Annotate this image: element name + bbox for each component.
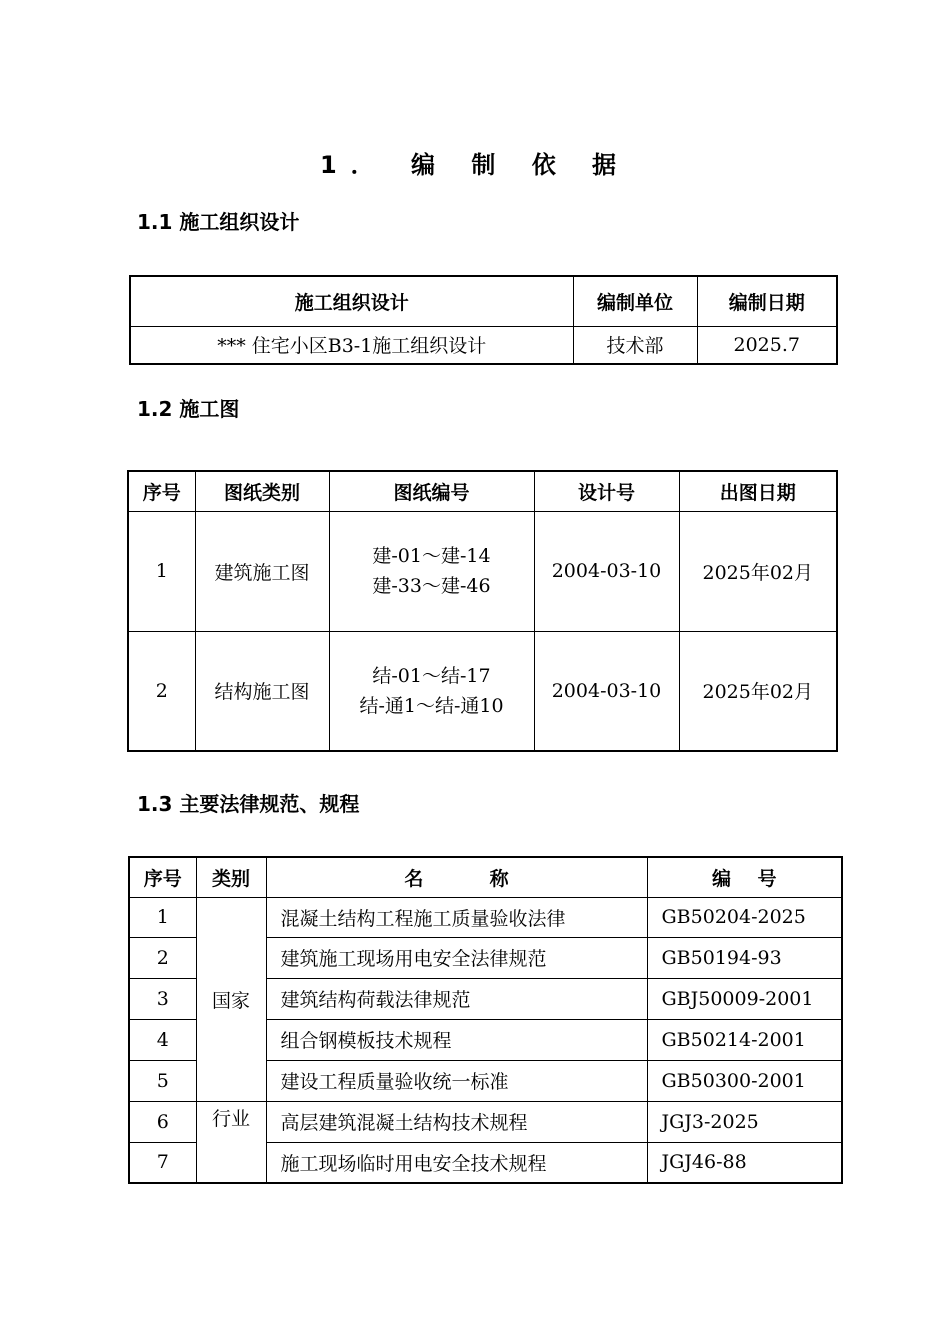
row-issue-date: 2025年02月 bbox=[679, 511, 837, 631]
row-design-no: 2004-03-10 bbox=[534, 631, 679, 751]
header-design: 施工组织设计 bbox=[130, 276, 573, 326]
page-title: 1． 编 制 依 据 bbox=[319, 151, 631, 179]
row-no: 1 bbox=[129, 897, 196, 937]
row-name: 组合钢模板技术规程 bbox=[266, 1019, 647, 1060]
header-category: 类别 bbox=[196, 857, 266, 897]
row-code: JGJ46-88 bbox=[647, 1142, 842, 1183]
header-date: 编制日期 bbox=[697, 276, 837, 326]
row-category: 建筑施工图 bbox=[195, 511, 329, 631]
row-no: 2 bbox=[129, 937, 196, 978]
header-category: 图纸类别 bbox=[195, 471, 329, 511]
row-name: 混凝土结构工程施工质量验收法律 bbox=[266, 897, 647, 937]
table-row bbox=[129, 1101, 842, 1142]
standards-table bbox=[128, 856, 843, 1184]
row-no: 6 bbox=[129, 1101, 196, 1142]
row-code: JGJ3-2025 bbox=[647, 1101, 842, 1142]
row-no: 7 bbox=[129, 1142, 196, 1183]
section-heading-1-1: 1.1 施工组织设计 bbox=[137, 210, 300, 234]
header-issue-date: 出图日期 bbox=[679, 471, 837, 511]
header-code: 编 号 bbox=[647, 857, 842, 897]
construction-design-table bbox=[129, 275, 838, 365]
row-code: GB50214-2001 bbox=[647, 1019, 842, 1060]
design-unit: 技术部 bbox=[573, 326, 697, 364]
table-row bbox=[128, 511, 837, 631]
drawing-range-2: 结-通1～结-通10 bbox=[359, 694, 504, 717]
row-drawing-no bbox=[329, 631, 534, 751]
category-national: 国家 bbox=[196, 897, 266, 1101]
design-name: *** 住宅小区B3-1施工组织设计 bbox=[130, 326, 573, 364]
section-heading-1-2: 1.2 施工图 bbox=[137, 397, 240, 421]
category-industry: 行业 bbox=[196, 1101, 266, 1183]
row-drawing-no bbox=[329, 511, 534, 631]
row-code: GB50204-2025 bbox=[647, 897, 842, 937]
section-heading-1-3: 1.3 主要法律规范、规程 bbox=[137, 792, 360, 816]
row-name: 施工现场临时用电安全技术规程 bbox=[266, 1142, 647, 1183]
table-row bbox=[129, 897, 842, 937]
header-design-no: 设计号 bbox=[534, 471, 679, 511]
row-name: 建筑施工现场用电安全法律规范 bbox=[266, 937, 647, 978]
row-name: 高层建筑混凝土结构技术规程 bbox=[266, 1101, 647, 1142]
table-row bbox=[128, 631, 837, 751]
row-issue-date: 2025年02月 bbox=[679, 631, 837, 751]
drawings-table bbox=[127, 470, 838, 752]
row-code: GBJ50009-2001 bbox=[647, 978, 842, 1019]
drawing-range-1: 建-01～建-14 bbox=[372, 545, 491, 567]
header-no: 序号 bbox=[129, 857, 196, 897]
row-no: 2 bbox=[128, 631, 195, 751]
row-category: 结构施工图 bbox=[195, 631, 329, 751]
header-name: 名 称 bbox=[266, 857, 647, 897]
row-no: 1 bbox=[128, 511, 195, 631]
row-code: GB50194-93 bbox=[647, 937, 842, 978]
row-code: GB50300-2001 bbox=[647, 1060, 842, 1101]
row-design-no: 2004-03-10 bbox=[534, 511, 679, 631]
row-no: 3 bbox=[129, 978, 196, 1019]
row-no: 4 bbox=[129, 1019, 196, 1060]
drawing-range-1: 结-01～结-17 bbox=[372, 664, 491, 687]
row-name: 建设工程质量验收统一标准 bbox=[266, 1060, 647, 1101]
row-name: 建筑结构荷载法律规范 bbox=[266, 978, 647, 1019]
header-no: 序号 bbox=[128, 471, 195, 511]
design-date: 2025.7 bbox=[697, 326, 837, 364]
header-unit: 编制单位 bbox=[573, 276, 697, 326]
drawing-range-2: 建-33～建-46 bbox=[372, 575, 491, 597]
header-drawing-no: 图纸编号 bbox=[329, 471, 534, 511]
row-no: 5 bbox=[129, 1060, 196, 1101]
